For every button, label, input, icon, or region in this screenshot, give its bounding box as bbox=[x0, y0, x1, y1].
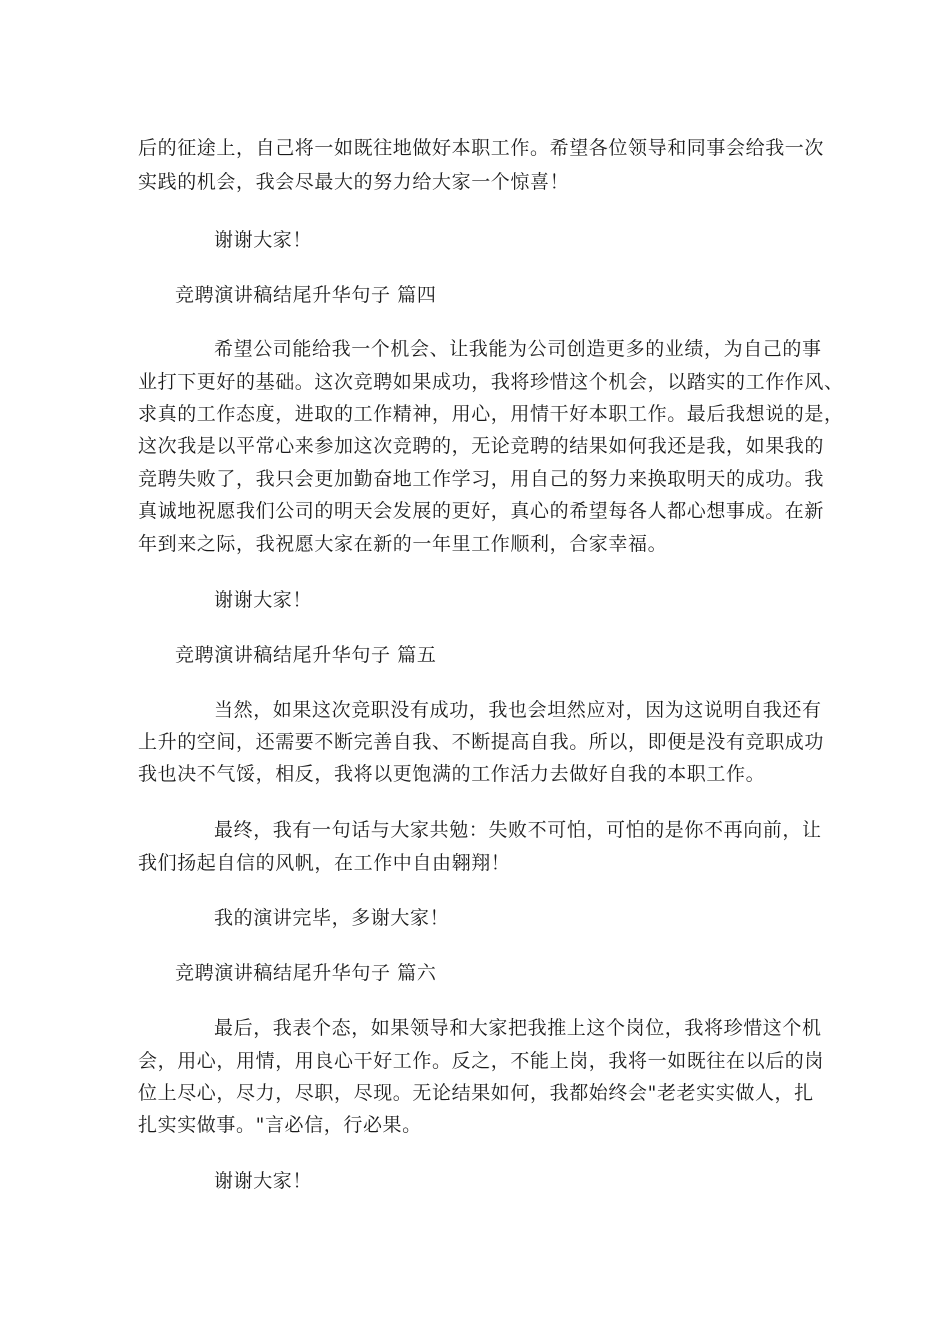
paragraph-line: 扎实实做事。"言必信，行必果。 bbox=[138, 1114, 422, 1136]
paragraph-line: 我也决不气馁，相反，我将以更饱满的工作活力去做好自我的本职工作。 bbox=[138, 763, 766, 785]
paragraph-line: 我们扬起自信的风帆，在工作中自由翱翔！ bbox=[138, 852, 511, 874]
paragraph-line: 会，用心，用情，用良心干好工作。反之，不能上岗，我将一如既往在以后的岗 bbox=[138, 1050, 825, 1072]
paragraph-line: 后的征途上，自己将一如既往地做好本职工作。希望各位领导和同事会给我一次 bbox=[138, 137, 825, 159]
paragraph-line: 实践的机会，我会尽最大的努力给大家一个惊喜！ bbox=[138, 171, 570, 193]
section-heading: 竞聘演讲稿结尾升华句子 篇五 bbox=[175, 644, 437, 666]
thanks-text: 谢谢大家！ bbox=[214, 229, 313, 251]
paragraph-line: 业打下更好的基础。这次竞聘如果成功，我将珍惜这个机会，以踏实的工作作风、 bbox=[138, 371, 844, 393]
paragraph-line: 竞聘失败了，我只会更加勤奋地工作学习，用自己的努力来换取明天的成功。我 bbox=[138, 468, 825, 490]
paragraph-line: 当然，如果这次竞职没有成功，我也会坦然应对，因为这说明自我还有 bbox=[214, 699, 822, 721]
paragraph-line: 上升的空间，还需要不断完善自我、不断提高自我。所以，即便是没有竞职成功 bbox=[138, 731, 825, 753]
paragraph-line: 真诚地祝愿我们公司的明天会发展的更好，真心的希望每各人都心想事成。在新 bbox=[138, 500, 825, 522]
section-heading: 竞聘演讲稿结尾升华句子 篇四 bbox=[175, 284, 437, 306]
thanks-text: 谢谢大家！ bbox=[214, 589, 313, 611]
thanks-text: 谢谢大家！ bbox=[214, 1170, 313, 1192]
paragraph-line: 希望公司能给我一个机会、让我能为公司创造更多的业绩，为自己的事 bbox=[214, 338, 822, 360]
closing-text: 我的演讲完毕，多谢大家！ bbox=[214, 907, 450, 929]
section-heading: 竞聘演讲稿结尾升华句子 篇六 bbox=[175, 962, 437, 984]
paragraph-line: 求真的工作态度，进取的工作精神，用心，用情干好本职工作。最后我想说的是， bbox=[138, 403, 844, 425]
paragraph-line: 位上尽心，尽力，尽职，尽现。无论结果如何，我都始终会"老老实实做人，扎 bbox=[138, 1082, 814, 1104]
paragraph-line: 这次我是以平常心来参加这次竞聘的，无论竞聘的结果如何我还是我，如果我的 bbox=[138, 435, 825, 457]
paragraph-line: 最后，我表个态，如果领导和大家把我推上这个岗位，我将珍惜这个机 bbox=[214, 1017, 822, 1039]
paragraph-line: 年到来之际，我祝愿大家在新的一年里工作顺利，合家幸福。 bbox=[138, 533, 668, 555]
paragraph-line: 最终，我有一句话与大家共勉：失败不可怕，可怕的是你不再向前，让 bbox=[214, 819, 822, 841]
